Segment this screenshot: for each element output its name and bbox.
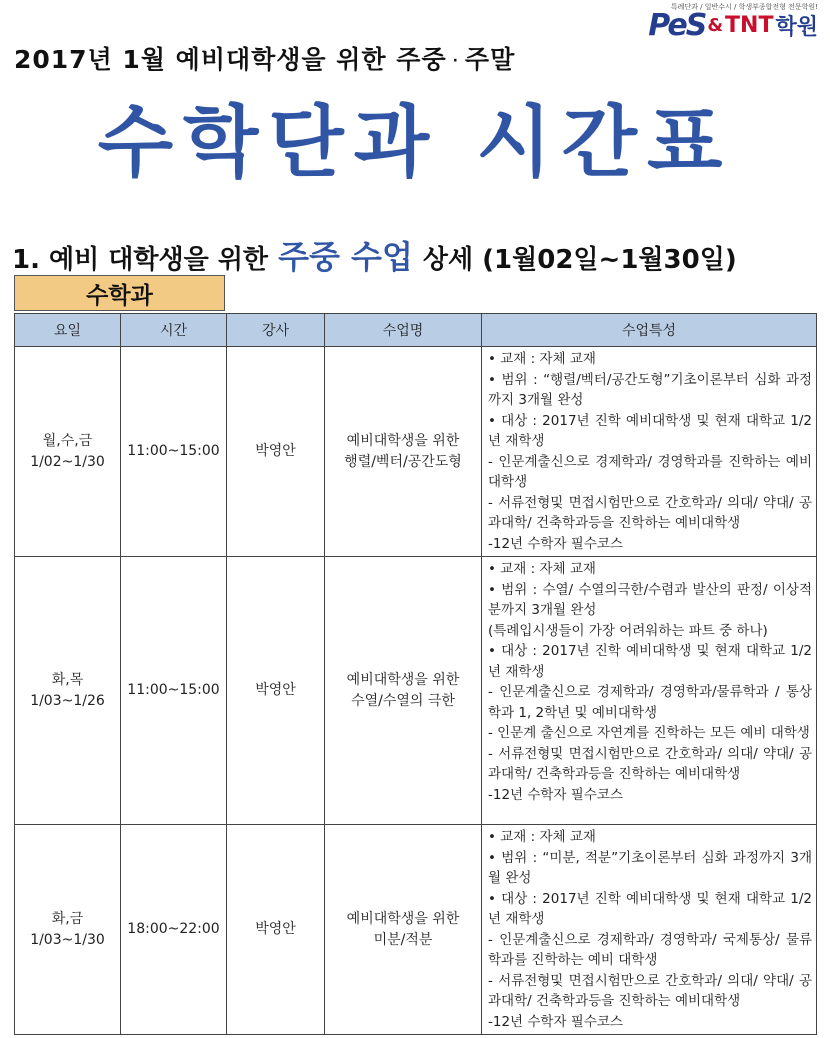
subtitle-dot: · — [452, 53, 459, 69]
class-line-2: 수열/수열의 극한 — [351, 692, 455, 709]
section-suffix: 상세 (1월02일~1월30일) — [422, 245, 737, 275]
feature-line: - 인문계출신으로 경제학과/ 경영학과/물류학과 / 통상학과 1, 2학년 및 예비대학생 — [488, 684, 812, 721]
header-features: 수업특성 — [482, 314, 817, 347]
dates: 1/02~1/30 — [30, 453, 105, 470]
time-cell: 11:00~15:00 — [121, 557, 227, 825]
logo-tagline: 특례단과 / 일반수시 / 학생부종합전형 전문학원! — [670, 3, 818, 11]
feature-line: • 교재 : 자체 교재 — [488, 351, 596, 367]
timetable — [14, 313, 817, 1035]
feature-line: • 범위 : “미분, 적분”기초이론부터 심화 과정까지 3개월 완성 — [488, 849, 812, 886]
page-subtitle — [14, 40, 515, 76]
header-day: 요일 — [15, 314, 121, 347]
feature-line: • 대상 : 2017년 진학 예비대학생 및 현재 대학교 1/2년 재학생 — [488, 412, 812, 449]
table-row — [15, 825, 817, 1035]
features-cell — [482, 825, 817, 1035]
day-cell — [15, 557, 121, 825]
feature-line: - 서류전형및 면접시험만으로 간호학과/ 의대/ 약대/ 공과대학/ 건축학과등을 진학하는 예비대학생 — [488, 745, 812, 782]
features-cell — [482, 557, 817, 825]
class-line-1: 예비대학생을 위한 — [346, 911, 460, 928]
logo-tnt: TNT — [725, 13, 774, 38]
section-title — [12, 232, 737, 278]
feature-line: • 범위 : “행렬/벡터/공간도형”기초이론부터 심화 과정까지 3개월 완성 — [488, 371, 812, 408]
teacher-cell: 박영안 — [227, 347, 325, 557]
days: 월,수,금 — [42, 433, 93, 450]
class-line-2: 미분/적분 — [373, 931, 433, 948]
feature-line: -12년 수학자 필수코스 — [488, 1013, 623, 1030]
page-title: 수학단과 시간표 — [97, 98, 733, 188]
dates: 1/03~1/30 — [30, 931, 105, 948]
feature-line: • 교재 : 자체 교재 — [488, 829, 596, 845]
feature-line: • 범위 : 수열/ 수열의극한/수렴과 발산의 판정/ 이상적분까지 3개월 완성 — [488, 581, 812, 618]
table-row — [15, 557, 817, 825]
time-cell: 18:00~22:00 — [121, 825, 227, 1035]
feature-line: - 인문계출신으로 경제학과/ 경영학과를 진학하는 예비 대학생 — [488, 453, 812, 490]
header-class-name: 수업명 — [325, 314, 482, 347]
feature-line: • 대상 : 2017년 진학 예비대학생 및 현재 대학교 1/2년 재학생 — [488, 643, 812, 680]
class-line-2: 행렬/벡터/공간도형 — [344, 453, 462, 470]
section-prefix: 1. 예비 대학생을 위한 — [12, 245, 269, 275]
class-cell — [325, 347, 482, 557]
feature-line: - 인문계출신으로 경제학과/ 경영학과/ 국제통상/ 물류학과를 진학하는 예비 대학생 — [488, 931, 812, 968]
class-line-1: 예비대학생을 위한 — [346, 433, 460, 450]
feature-line: - 서류전형및 면접시험만으로 간호학과/ 의대/ 약대/ 공과대학/ 건축학과등을 진학하는 예비대학생 — [488, 494, 812, 531]
academy-logo — [648, 8, 818, 43]
subtitle-part-b: 주말 — [464, 45, 516, 74]
logo-mark: PeS — [648, 8, 706, 43]
feature-line: -12년 수학자 필수코스 — [488, 786, 623, 803]
days: 화,금 — [51, 911, 84, 928]
subject-tab: 수학과 — [14, 275, 225, 311]
days: 화,목 — [51, 672, 84, 689]
feature-line: (특례입시생들이 가장 어려워하는 파트 중 하나) — [488, 622, 768, 639]
day-cell — [15, 347, 121, 557]
header-teacher: 강사 — [227, 314, 325, 347]
subtitle-part-a: 2017년 1월 예비대학생을 위한 주중 — [14, 45, 447, 74]
class-line-1: 예비대학생을 위한 — [346, 672, 460, 689]
time-cell: 11:00~15:00 — [121, 347, 227, 557]
teacher-cell: 박영안 — [227, 557, 325, 825]
logo-amp: & — [707, 15, 724, 36]
feature-line: • 교재 : 자체 교재 — [488, 561, 596, 577]
table-row — [15, 347, 817, 557]
header-time: 시간 — [121, 314, 227, 347]
class-cell — [325, 825, 482, 1035]
features-cell — [482, 347, 817, 557]
dates: 1/03~1/26 — [30, 692, 105, 709]
teacher-cell: 박영안 — [227, 825, 325, 1035]
class-cell — [325, 557, 482, 825]
section-highlight: 주중 수업 — [278, 238, 413, 276]
feature-line: -12년 수학자 필수코스 — [488, 535, 623, 552]
feature-line: - 인문계 출신으로 자연계를 진학하는 모든 예비 대학생 — [488, 725, 810, 741]
table-header-row — [15, 314, 817, 347]
feature-line: • 대상 : 2017년 진학 예비대학생 및 현재 대학교 1/2년 재학생 — [488, 890, 812, 927]
day-cell — [15, 825, 121, 1035]
feature-line: - 서류전형및 면접시험만으로 간호학과/ 의대/ 약대/ 공과대학/ 건축학과등을 진학하는 예비대학생 — [488, 972, 812, 1009]
logo-hakwon: 학원 — [775, 15, 818, 40]
